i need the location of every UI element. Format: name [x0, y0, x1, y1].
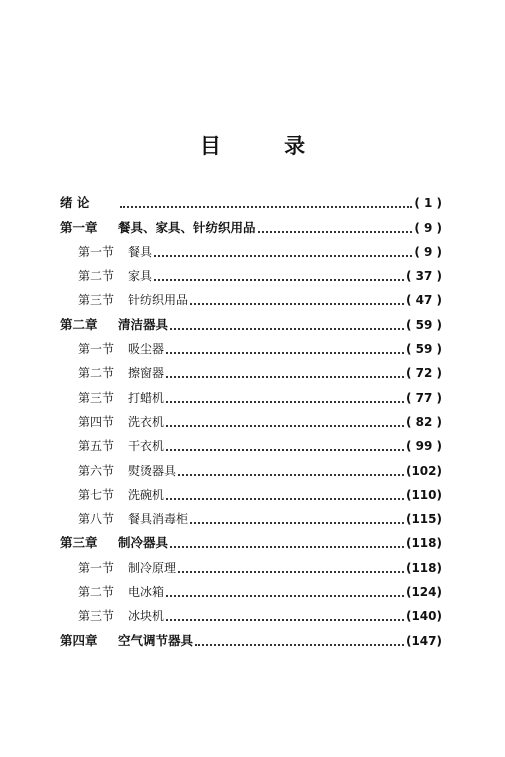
dot-leader	[166, 375, 404, 378]
toc-section-entry	[60, 406, 442, 430]
toc-entry-number: 第三章	[60, 535, 98, 551]
dot-leader	[258, 230, 413, 233]
dot-leader	[190, 302, 404, 305]
toc-entry-number: 第六节	[78, 463, 115, 478]
toc-entry-title: 洗碗机	[128, 487, 165, 502]
toc-section-entry	[60, 284, 442, 308]
toc-section-entry	[60, 381, 442, 405]
toc-entry-title: 清洁器具	[118, 316, 169, 332]
toc-page-number: (118)	[405, 560, 442, 575]
toc-entry-title: 餐具	[128, 244, 153, 259]
dot-leader	[154, 254, 412, 257]
toc-page-number: (102)	[405, 463, 442, 478]
toc-entry-number: 第一章	[60, 219, 98, 235]
toc-entry-number: 第四节	[78, 414, 115, 429]
toc-page-number: (140)	[405, 609, 442, 624]
dot-leader	[190, 521, 404, 524]
toc-section-entry	[60, 576, 442, 600]
dot-leader	[166, 618, 404, 621]
dot-leader	[120, 205, 412, 208]
toc-entry-number: 第二节	[78, 366, 115, 381]
toc-entry-title: 擦窗器	[128, 366, 165, 381]
toc-entry-title: 熨烫器具	[128, 463, 177, 478]
toc-entry-number: 第二节	[78, 269, 115, 284]
table-of-contents	[60, 187, 442, 649]
dot-leader	[166, 400, 404, 403]
dot-leader	[166, 497, 404, 500]
toc-entry-title: 干衣机	[128, 439, 165, 454]
toc-section-entry	[60, 236, 442, 260]
toc-entry-title: 打蜡机	[128, 390, 165, 405]
dot-leader	[195, 643, 404, 646]
toc-chapter-entry	[60, 308, 442, 332]
toc-entry-title: 洗衣机	[128, 414, 165, 429]
toc-entry-title: 餐具消毒柜	[128, 512, 189, 527]
toc-entry-number: 第五节	[78, 439, 115, 454]
toc-entry-number: 第一节	[78, 342, 115, 357]
toc-page-number: (110)	[405, 487, 442, 502]
toc-entry-number: 第一节	[78, 560, 115, 575]
toc-page-number: ( 59 )	[405, 317, 442, 332]
toc-entry-number: 第八节	[78, 512, 115, 527]
dot-leader	[166, 594, 404, 597]
toc-section-entry	[60, 479, 442, 503]
toc-chapter-entry	[60, 527, 442, 551]
toc-section-entry	[60, 333, 442, 357]
dot-leader	[178, 570, 404, 573]
toc-page-number: ( 59 )	[405, 342, 442, 357]
toc-page-number: ( 72 )	[405, 366, 442, 381]
toc-entry-title: 吸尘器	[128, 342, 165, 357]
toc-page-number: ( 1 )	[414, 196, 442, 211]
toc-page-number: ( 99 )	[405, 439, 442, 454]
toc-section-entry	[60, 600, 442, 624]
toc-page-number: ( 9 )	[414, 244, 442, 259]
toc-entry-number: 第三节	[78, 293, 115, 308]
page-title: 目 录	[199, 134, 334, 158]
toc-chapter-entry	[60, 187, 442, 211]
toc-section-entry	[60, 551, 442, 575]
toc-entry-title: 制冷原理	[128, 560, 177, 575]
toc-section-entry	[60, 503, 442, 527]
toc-page-number: (124)	[405, 585, 442, 600]
dot-leader	[178, 473, 404, 476]
toc-page-number: ( 77 )	[405, 390, 442, 405]
toc-page-number: (147)	[405, 633, 442, 648]
dot-leader	[170, 545, 404, 548]
toc-entry-number: 第二章	[60, 316, 98, 332]
toc-entry-title: 家具	[128, 269, 153, 284]
toc-page-number: ( 9 )	[414, 220, 442, 235]
dot-leader	[166, 351, 404, 354]
dot-leader	[166, 424, 404, 427]
toc-section-entry	[60, 430, 442, 454]
toc-entry-number: 第七节	[78, 487, 115, 502]
toc-page-number: ( 37 )	[405, 269, 442, 284]
toc-entry-title: 餐具、家具、针纺织用品	[118, 219, 256, 235]
toc-section-entry	[60, 357, 442, 381]
toc-chapter-entry	[60, 624, 442, 648]
toc-entry-title: 电冰箱	[128, 585, 165, 600]
toc-entry-number: 第二节	[78, 585, 115, 600]
toc-entry-title: 针纺织用品	[128, 293, 189, 308]
toc-entry-title: 空气调节器具	[118, 632, 194, 648]
toc-chapter-entry	[60, 211, 442, 235]
dot-leader	[166, 448, 404, 451]
toc-entry-number: 第四章	[60, 632, 98, 648]
toc-entry-title: 冰块机	[128, 609, 165, 624]
toc-page-number: (118)	[405, 536, 442, 551]
toc-entry-title: 制冷器具	[118, 535, 169, 551]
toc-page-number: (115)	[405, 512, 442, 527]
toc-section-entry	[60, 260, 442, 284]
toc-section-entry	[60, 454, 442, 478]
dot-leader	[154, 278, 404, 281]
toc-entry-number: 绪 论	[60, 195, 90, 211]
toc-page-number: ( 47 )	[405, 293, 442, 308]
toc-entry-number: 第一节	[78, 244, 115, 259]
toc-page-number: ( 82 )	[405, 414, 442, 429]
toc-entry-number: 第三节	[78, 609, 115, 624]
toc-entry-number: 第三节	[78, 390, 115, 405]
dot-leader	[170, 327, 404, 330]
